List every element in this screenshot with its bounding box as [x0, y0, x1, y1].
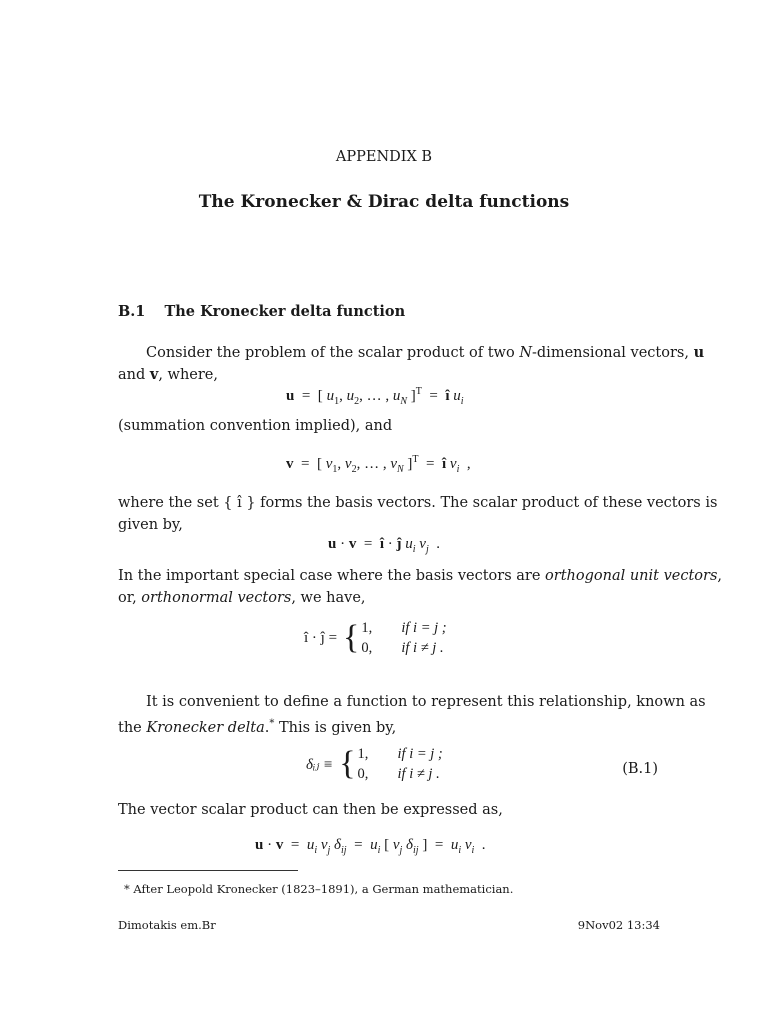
paragraph-1-line-2: and v, where, [118, 366, 218, 383]
paragraph-4-line-2: or, orthonormal vectors, we have, [118, 590, 366, 606]
paragraph-2: (summation convention implied), and [118, 418, 393, 434]
footnote: * After Leopold Kronecker (1823–1891), a German mathematician. [124, 882, 514, 896]
equation-u: u = [ $u_1$, $u_2$, … , $u_N$ ]$^T$ = î $u_i$ [286, 386, 464, 407]
paragraph-5-line-2: the Kronecker delta.* This is given by, [118, 718, 397, 736]
appendix-label: APPENDIX B [335, 149, 433, 165]
footnote-rule [118, 870, 298, 871]
left-brace: { [339, 745, 356, 782]
cases-block: 1, if i = j ; 0, if i ≠ j . [361, 620, 447, 656]
equation-orthonormal [304, 618, 447, 658]
paragraph-5-line-1: It is convenient to define a function to represent this relationship, known as [146, 694, 706, 710]
section-number: B.1 [118, 303, 146, 320]
equation-kronecker-delta [306, 744, 443, 784]
equation-delta-lhs: δᵢⱼ ≡ [306, 756, 334, 773]
paragraph-4-line-1: In the important special case where the basis vectors are orthogonal unit vectors, [118, 568, 723, 584]
equation-number: (B.1) [622, 761, 658, 777]
paragraph-3-line-1: where the set { î } forms the basis vectors. The scalar product of these vectors is [118, 495, 718, 511]
paragraph-1-line-1: Consider the problem of the scalar product of two N-dimensional vectors, u [146, 344, 705, 361]
equation-dot-product: u · v = î · ĵ $u_i$ $v_j$ . [328, 536, 440, 555]
equation-v: v = [ $v_1$, $v_2$, … , $v_N$ ]$^T$ = î $v_i$ , [286, 454, 471, 475]
left-brace: { [343, 619, 360, 656]
footer-left: Dimotakis em.Br [118, 918, 216, 932]
equation-final: $u \cdot v = u_i$ $v_j$ $\delta_{ij} = u_i$ [ $v_j$ $\delta_{ij}$ ] = $u_i$ $v_i$ . [255, 837, 486, 856]
equation-orthonormal-lhs: î · ĵ = [304, 629, 338, 646]
page-title: The Kronecker & Dirac delta functions [198, 192, 570, 212]
section-title: The Kronecker delta function [164, 303, 406, 320]
cases-block: 1, if i = j ; 0, if i ≠ j . [357, 746, 443, 782]
paragraph-6: The vector scalar product can then be expressed as, [118, 802, 503, 818]
footer-right: 9Nov02 13:34 [577, 918, 660, 932]
paragraph-3-line-2: given by, [118, 517, 183, 533]
section-heading [118, 303, 405, 320]
